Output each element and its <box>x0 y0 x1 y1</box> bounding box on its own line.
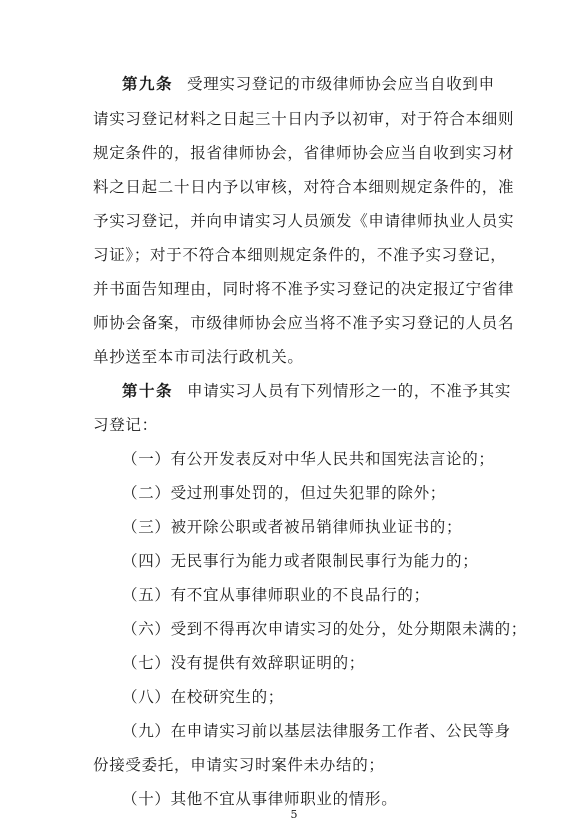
list-item: （七）没有提供有效辞职证明的； <box>122 654 366 672</box>
article-10-line-1 <box>122 381 588 401</box>
list-item: （十）其他不宜从事律师职业的情形。 <box>122 790 398 808</box>
list-item: （三）被开除公职或者被吊销律师执业证书的； <box>122 518 463 536</box>
article-9-line-1 <box>122 74 588 94</box>
article-9-heading: 第九条 <box>122 74 174 93</box>
list-item: （四）无民事行为能力或者限制民事行为能力的； <box>122 552 479 570</box>
list-item: （八）在校研究生的； <box>122 688 285 706</box>
list-item: （二）受过刑事处罚的，但过失犯罪的除外； <box>122 484 447 502</box>
article-10-line-2: 习登记： <box>93 416 158 434</box>
article-9-line-2: 请实习登记材料之日起三十日内予以初审，对于符合本细则 <box>93 110 515 128</box>
article-9-line-8: 师协会备案，市级律师协会应当将不准予实习登记的人员名 <box>93 314 515 332</box>
list-item: （九）在申请实习前以基层法律服务工作者、公民等身 <box>122 722 511 740</box>
article-9-line-3: 规定条件的，报省律师协会，省律师协会应当自收到实习材 <box>93 144 515 162</box>
article-9-text: 受理实习登记的市级律师协会应当自收到申 <box>187 75 495 93</box>
list-item: （一）有公开发表反对中华人民共和国宪法言论的； <box>122 450 495 468</box>
article-10-text: 申请实习人员有下列情形之一的，不准予其实 <box>187 382 512 400</box>
article-9-line-9: 单抄送至本市司法行政机关。 <box>93 348 304 366</box>
list-item: （六）受到不得再次申请实习的处分，处分期限未满的； <box>122 620 528 638</box>
article-9-line-4: 料之日起二十日内予以审核，对符合本细则规定条件的，准 <box>93 178 515 196</box>
article-10-heading: 第十条 <box>122 381 174 400</box>
list-item-continuation: 份接受委托，申请实习时案件未办结的； <box>93 756 385 774</box>
article-9-line-7: 并书面告知理由，同时将不准予实习登记的决定报辽宁省律 <box>93 280 515 298</box>
article-9-line-6: 习证》；对于不符合本细则规定条件的，不准予实习登记， <box>93 246 507 264</box>
article-9-line-5: 予实习登记，并向申请实习人员颁发《申请律师执业人员实 <box>93 212 515 230</box>
page-number: 5 <box>290 808 298 821</box>
list-item: （五）有不宜从事律师职业的不良品行的； <box>122 586 430 604</box>
